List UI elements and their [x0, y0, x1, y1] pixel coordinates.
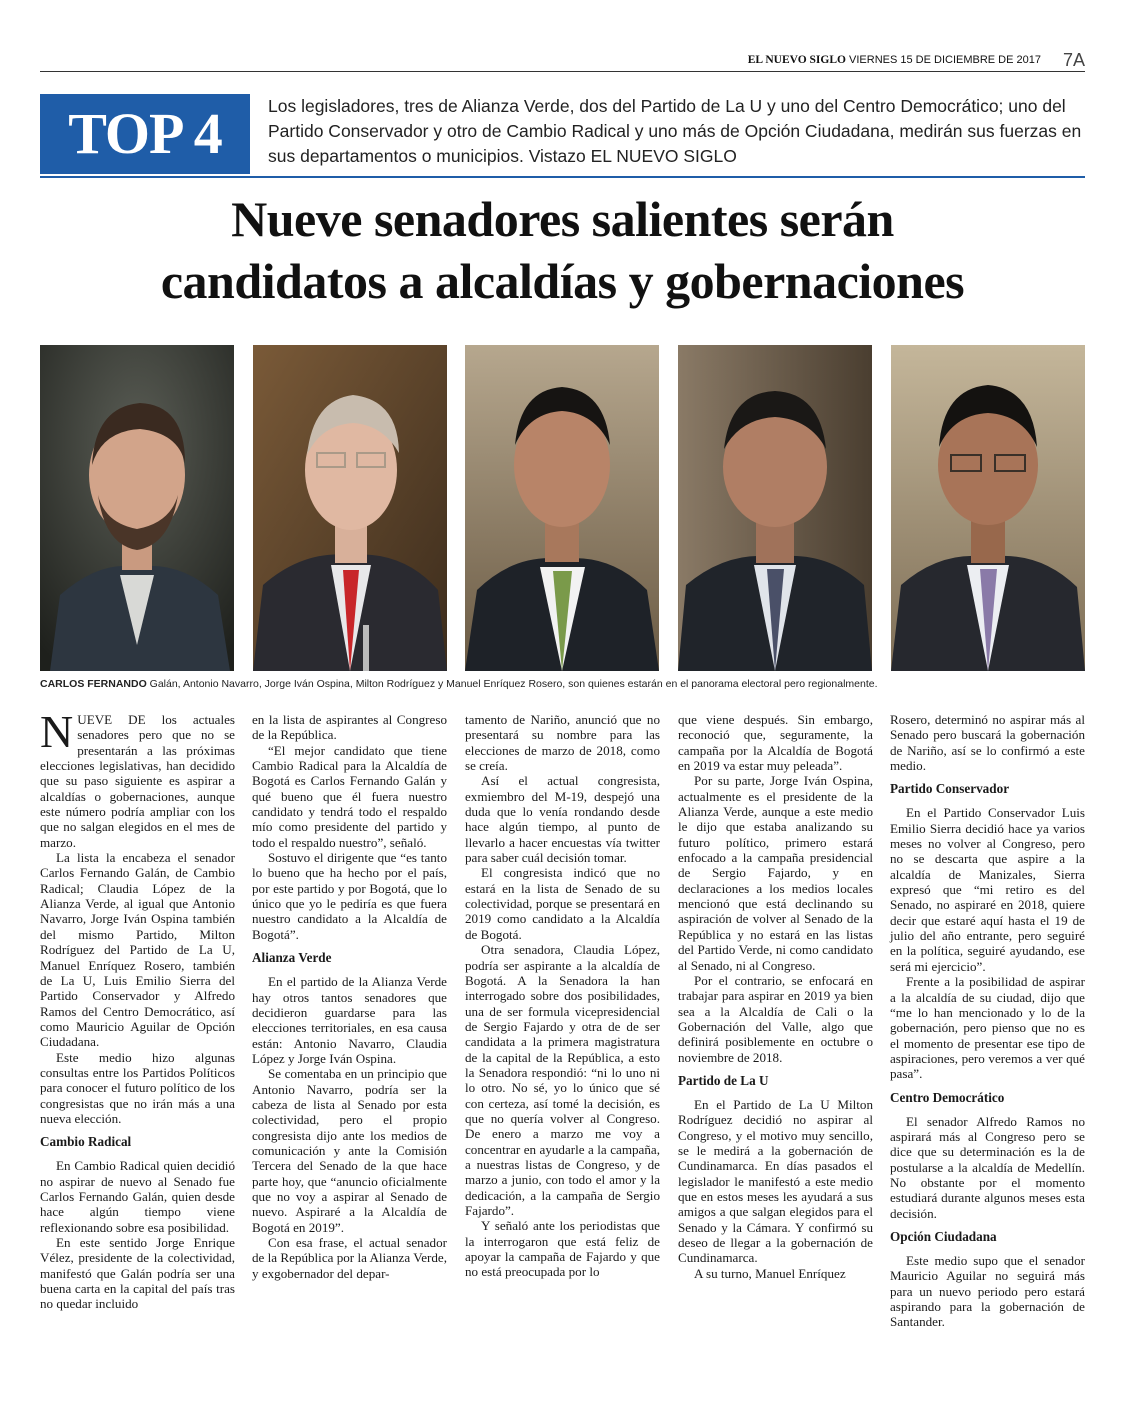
paragraph: El congresista indicó que no estará en la lista de Senado de su colectividad, porque se presentará en 2019 como candidato a la Alcaldía de Bogotá. [465, 865, 660, 942]
paragraph: “El mejor candidato que tiene Cambio Radical para la Alcaldía de Bogotá es Carlos Fernando Galán y qué bueno que él fuera nuestro candidato y tendrá todo el respaldo mío como presidente del partido y todo el respaldo nuestro”, señaló. [252, 742, 447, 850]
article-column-3 [465, 712, 660, 1280]
headline-line-2: candidatos a alcaldías y gobernaciones [160, 253, 965, 309]
paragraph: En este sentido Jorge Enrique Vélez, presidente de la colectividad, manifestó que Galán podría ser una buena carta en la capital del país tras no quedar incluido [40, 1235, 235, 1312]
paragraph: La lista la encabeza el senador Carlos Fernando Galán, de Cambio Radical; Claudia López de la Alianza Verde, al igual que Antonio Navarro, Jorge Iván Ospina también del mismo Partido, Milton Rodríguez del Partido de La U, Manuel Enríquez Rosero, también de La U, Luis Emilio Sierra del Partido Conservador y Alfredo Ramos del Centro Democrático, así como Mauricio Aguilar de Opción Ciudadana. [40, 850, 235, 1050]
article-column-1 [40, 706, 236, 1312]
drop-cap: N [40, 706, 74, 757]
headline [40, 188, 1085, 312]
paragraph: En el Partido Conservador Luis Emilio Sierra decidió hace ya varios meses no volver al Congreso, pero no se descarta que aspire a la alcaldía de Manizales, Sierra expresó que “mi retiro es del Senado, no aspiraré en 2018, quiere decir que estaré aquí hasta el 19 de julio del año entrante, pero seguiré en la política, seguiré ayudando, ese será mi ejercicio”. [890, 805, 1085, 974]
article-column-2 [252, 712, 447, 1281]
subheading: Partido de La U [678, 1072, 769, 1088]
article-column-4 [678, 712, 873, 1281]
subheading: Centro Democrático [890, 1089, 1005, 1105]
header-rule [40, 71, 1085, 72]
paragraph: Con esa frase, el actual senador de la República por la Alianza Verde, y exgobernador del depar- [252, 1235, 447, 1281]
paragraph: El senador Alfredo Ramos no aspirará más al Congreso pero se dice que su determinación es la de postularse a la alcaldía de Medellín. No obstante por el momento estudiará durante algunos meses esta decisión. [890, 1113, 1085, 1221]
caption-lead: CARLOS FERNANDO [40, 678, 147, 690]
intro-summary: Los legisladores, tres de Alianza Verde, dos del Partido de La U y uno del Centro Democrático; uno del Partido Conservador y otro de Cambio Radical y uno más de Opción Ciudadana, medirán sus fuerzas en sus departamentos o municipios. Vistazo EL NUEVO SIGLO [268, 96, 1082, 166]
paragraph: Así el actual congresista, exmiembro del M-19, despejó una duda que lo venía rondando desde hace algún tiempo, al punto de llevarlo a hacer encuestas vía twitter para saber cuál decisión tomar. [465, 773, 660, 866]
subheading: Cambio Radical [40, 1134, 132, 1150]
paragraph: Este medio hizo algunas consultas entre los Partidos Políticos para conocer el futuro político de los congresistas que no irán más a una nueva elección. [40, 1049, 235, 1126]
paragraph: Se comentaba en un principio que Antonio Navarro, podría ser la cabeza de lista al Senado por esta colectividad, pero el propio congresista dijo ante los medios de comunicación y ante la Comisión Tercera del Senado de la que hace parte hoy, que “anuncio oficialmente que no voy a aspirar al Senado de nuevo. Aspiraré a la Alcaldía de Bogotá en 2019”. [252, 1066, 447, 1235]
portrait-photo-3 [465, 345, 659, 671]
paragraph: En Cambio Radical quien decidió no aspirar de nuevo al Senado fue Carlos Fernando Galán, quien desde hace algún tiempo viene reflexionando sobre esa posibilidad. [40, 1158, 235, 1235]
portrait-photo-4 [678, 345, 872, 671]
portrait-photo-1 [40, 345, 234, 671]
caption-text: Galán, Antonio Navarro, Jorge Iván Ospina, Milton Rodríguez y Manuel Enríquez Rosero, son quienes estarán en el panorama electoral pero regionalmente. [146, 678, 878, 690]
photo-caption [40, 678, 1085, 690]
section-badge: TOP 4 [40, 94, 250, 174]
subheading: Partido Conservador [890, 781, 1010, 797]
article-body [40, 706, 1085, 1352]
page-header [40, 52, 1085, 72]
paragraph: Y señaló ante los periodistas que la interrogaron que está feliz de apoyar la campaña de Fajardo y que no está preocupada por lo [465, 1218, 660, 1280]
paragraph: En el Partido de La U Milton Rodríguez decidió no aspirar al Congreso, y el motivo muy sencillo, se le medirá a la gobernación de Cundinamarca. En días pasados el legislador le manifestó a este medio que en estos meses les ayudará a sus amigos a que salgan elegidos para el Senado y la Cámara. Y confirmó su deseo de llegar a la gobernación de Cundinamarca. [678, 1096, 873, 1266]
paragraph: los actuales senadores pero que no se presentarán a las próximas elecciones legislativas, han decidido que su paso siguiente es aspirar a alcaldías o gobernaciones, aunque este número podría ampliar con los que no salgan elegidos en el mes de marzo. [40, 712, 236, 850]
lead-in: UEVE DE [77, 712, 146, 727]
paragraph: en la lista de aspirantes al Congreso de la República. [252, 712, 447, 743]
paragraph: tamento de Nariño, anunció que no presentará su nombre para las elecciones de marzo de 2018, como se creía. [465, 712, 660, 774]
portrait-photo-5 [891, 345, 1085, 671]
paragraph: Frente a la posibilidad de aspirar a la alcaldía de su ciudad, dijo que “me lo han mencionado y lo de la gobernación, pero pienso que no es el momento de presentar ese tipo de aspiraciones, pero veremos a ver qué pasa”. [890, 974, 1085, 1082]
subheading: Opción Ciudadana [890, 1228, 997, 1244]
issue-date: VIERNES 15 DE DICIEMBRE DE 2017 [849, 54, 1041, 66]
masthead [748, 54, 1041, 66]
publication-name: EL NUEVO SIGLO [747, 54, 846, 66]
paragraph: Este medio supo que el senador Mauricio Aguilar no seguirá más para un nuevo periodo pero estará aspirando para la gobernación de Santander. [890, 1252, 1085, 1330]
section-rule [40, 176, 1085, 178]
paragraph: Rosero, determinó no aspirar más al Senado pero buscará la gobernación de Nariño, así se lo confirmó a este medio. [890, 712, 1085, 774]
subheading: Alianza Verde [252, 950, 332, 966]
paragraph: Otra senadora, Claudia López, podría ser aspirante a la alcaldía de Bogotá. A la Senadora la han interrogado sobre dos posibilidades, una de ser formula vicepresidencial de Sergio Fajardo y otra de de ser candidata a la primera magistratura de la capital de la República, a esto la Senadora respondió: “ni lo uno ni lo otro. No sé, yo lo único que sé con certeza, así tomé la decisión, es que no quería volver al Congreso. De enero a marzo me voy a concentrar en ayudarle a la campaña, a nuestras listas de Congreso, y de marzo a junio, con todo el amor y la dedicación, a la campaña de Sergio Fajardo”. [465, 942, 660, 1218]
article-column-5 [890, 712, 1085, 1330]
paragraph: Por su parte, Jorge Iván Ospina, actualmente es el presidente de la Alianza Verde, aunque a este medio le dijo que estaba analizando su futuro político, primero estará enfocado a la campaña presidencial de Sergio Fajardo, y en declaraciones a los medios locales mencionó que está declinando su aspiración de volver al Senado de la República y no estará en las listas del Partido Verde, ni como candidato al Senado, ni al Congreso. [678, 773, 873, 973]
paragraph: Sostuvo el dirigente que “es tanto lo bueno que ha hecho por el país, por este partido y por Bogotá, que lo único que yo le pediría es que fuera nuestro candidato a la Alcaldía de Bogotá”. [252, 850, 447, 942]
headline-line-1: Nueve senadores salientes serán [231, 191, 894, 247]
photo-strip [40, 345, 1085, 671]
page-number: 7A [1062, 50, 1085, 70]
paragraph: En el partido de la Alianza Verde hay otros tantos senadores que decidieron guardarse para las elecciones territoriales, en esa causa están: Antonio Navarro, Claudia López y Jorge Iván Ospina. [252, 974, 447, 1066]
portrait-photo-2 [253, 345, 447, 671]
paragraph: A su turno, Manuel Enríquez [694, 1265, 846, 1281]
paragraph: Por el contrario, se enfocará en trabajar para aspirar en 2019 ya bien sea a la Alcaldía de Cali o la Gobernación del Valle, algo que definirá posiblemente en octubre o noviembre de 2018. [678, 972, 873, 1065]
paragraph: que viene después. Sin embargo, reconoció que, seguramente, la campaña por la Alcaldía de Bogotá en 2019 va estar muy peleada”. [678, 712, 873, 774]
